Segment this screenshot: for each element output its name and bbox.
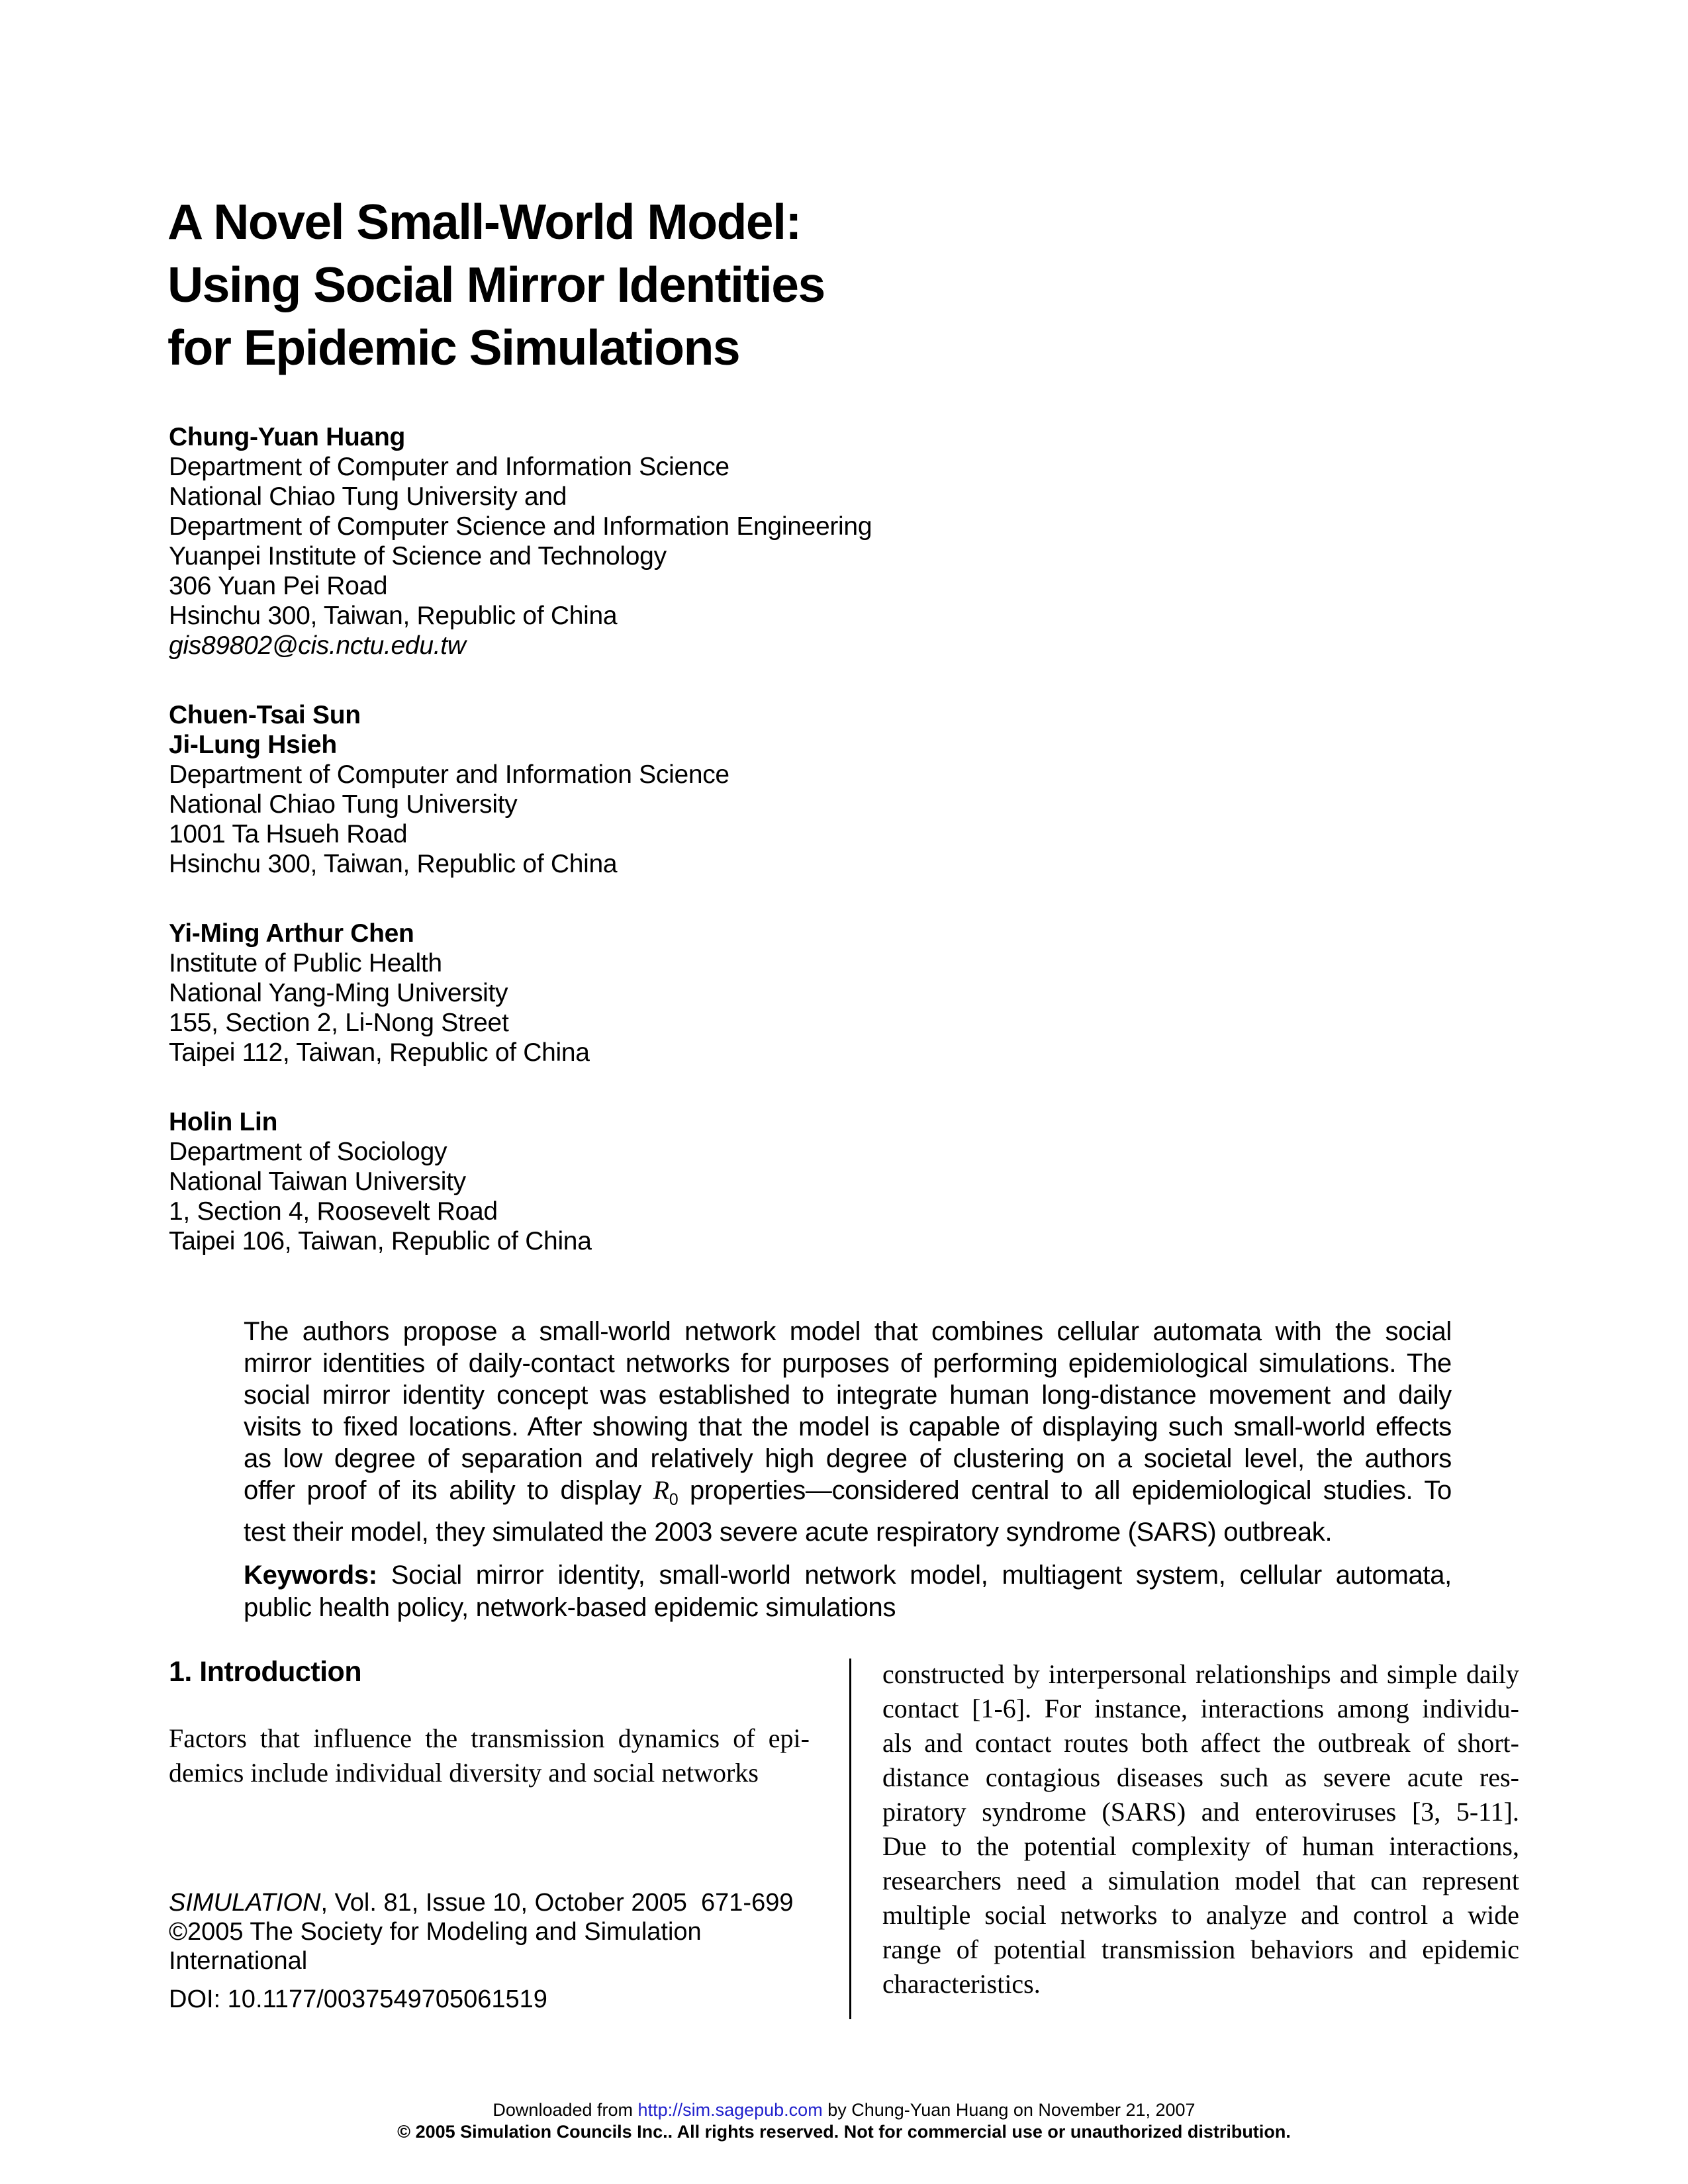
author-address-line: Hsinchu 300, Taiwan, Republic of China xyxy=(169,850,618,878)
author-address-line: Taipei 112, Taiwan, Republic of China xyxy=(169,1038,590,1067)
abstract-text: properties—considered central to all epidemiological studies. To xyxy=(678,1476,1452,1505)
body-text-line: constructed by interpersonal relationships and simple daily xyxy=(882,1659,1519,1689)
keywords-line: public health policy, network-based epidemic simulations xyxy=(244,1593,896,1622)
body-text-line: range of potential transmission behaviors and epidemic xyxy=(882,1934,1519,1964)
abstract-line: as low degree of separation and relatively high degree of clustering on a societal level, the authors xyxy=(244,1444,1452,1473)
body-text-line: contact [1-6]. For instance, interactions among individu- xyxy=(882,1694,1519,1723)
footer-copyright-line: © 2005 Simulation Councils Inc.. All rights reserved. Not for commercial use or unauthorized distribution. xyxy=(397,2122,1291,2142)
author-name: Yi-Ming Arthur Chen xyxy=(169,919,414,948)
keywords-line xyxy=(244,1559,1452,1592)
body-text-line: distance contagious diseases such as severe acute res- xyxy=(882,1762,1519,1792)
author-affiliation-line: Yuanpei Institute of Science and Technology xyxy=(169,542,667,570)
right-column xyxy=(882,1657,1519,2001)
author-address-line: Taipei 106, Taiwan, Republic of China xyxy=(169,1227,592,1255)
body-text-line: als and contact routes both affect the outbreak of short- xyxy=(882,1728,1519,1758)
sagepub-link[interactable]: http://sim.sagepub.com xyxy=(637,2100,823,2120)
title-line-2: Using Social Mirror Identities xyxy=(167,257,825,312)
author-name: Chuen-Tsai Sun xyxy=(169,701,361,729)
author-address-line: 306 Yuan Pei Road xyxy=(169,572,388,600)
body-text-line: Due to the potential complexity of human interactions, xyxy=(882,1831,1519,1861)
author-name: Ji-Lung Hsieh xyxy=(169,731,337,759)
author-affiliation-line: National Chiao Tung University and xyxy=(169,482,567,511)
author-block-chen xyxy=(169,919,872,1068)
author-affiliation-line: Department of Sociology xyxy=(169,1138,447,1166)
body-text-line: characteristics. xyxy=(882,1969,1041,1999)
body-text-line: demics include individual diversity and social networks xyxy=(169,1758,759,1788)
abstract-text: offer proof of its ability to display xyxy=(244,1476,653,1505)
r-naught-subscript: 0 xyxy=(669,1491,679,1509)
body-text-line: multiple social networks to analyze and control a wide xyxy=(882,1900,1519,1930)
title-line-1: A Novel Small-World Model: xyxy=(167,194,801,250)
author-address-line: Hsinchu 300, Taiwan, Republic of China xyxy=(169,602,618,630)
abstract-line: test their model, they simulated the 2003 severe acute respiratory syndrome (SARS) outbreak. xyxy=(244,1518,1333,1547)
author-affiliation-line: National Taiwan University xyxy=(169,1167,466,1196)
keywords-label: Keywords: xyxy=(244,1561,377,1590)
author-affiliation-line: Department of Computer and Information Science xyxy=(169,453,729,481)
author-address-line: 1, Section 4, Roosevelt Road xyxy=(169,1197,498,1226)
column-divider xyxy=(849,1659,851,2019)
author-email: gis89802@cis.nctu.edu.tw xyxy=(169,631,466,660)
body-text-line: researchers need a simulation model that can represent xyxy=(882,1866,1519,1895)
author-address-line: 1001 Ta Hsueh Road xyxy=(169,820,408,848)
footer-text: by Chung-Yuan Huang on November 21, 2007 xyxy=(822,2100,1196,2120)
author-name: Chung-Yuan Huang xyxy=(169,423,405,451)
author-affiliation-line: National Yang-Ming University xyxy=(169,979,508,1007)
section-heading-introduction: 1. Introduction xyxy=(169,1656,362,1688)
abstract-paragraph xyxy=(244,1316,1452,1548)
author-block-huang xyxy=(169,422,872,660)
two-column-body xyxy=(169,1656,1519,2026)
body-text-line: Factors that influence the transmission dynamics of epi- xyxy=(169,1723,810,1753)
journal-copyright-line: ©2005 The Society for Modeling and Simulation International xyxy=(169,1918,702,1975)
body-text-line: piratory syndrome (SARS) and enteroviruses [3, 5-11]. xyxy=(882,1797,1519,1827)
abstract-line: The authors propose a small-world network model that combines cellular automata with the social xyxy=(244,1317,1452,1346)
abstract-line: mirror identities of daily-contact networks for purposes of performing epidemiological simulations. The xyxy=(244,1349,1452,1378)
journal-name: SIMULATION xyxy=(169,1889,321,1917)
footer-text: Downloaded from xyxy=(492,2100,638,2120)
author-affiliation-line: Institute of Public Health xyxy=(169,949,442,978)
author-blocks xyxy=(169,422,872,1296)
title-line-3: for Epidemic Simulations xyxy=(167,320,740,375)
keywords-text: Social mirror identity, small-world network model, multiagent system, cellular automata, xyxy=(377,1561,1452,1590)
doi-line: DOI: 10.1177/0037549705061519 xyxy=(169,1985,547,2013)
author-block-lin xyxy=(169,1107,872,1256)
download-footer xyxy=(0,2099,1688,2143)
abstract-line: social mirror identity concept was established to integrate human long-distance movement and daily xyxy=(244,1381,1452,1410)
author-block-sun-hsieh xyxy=(169,700,872,879)
left-column xyxy=(169,1656,810,2014)
journal-citation-line xyxy=(169,1888,810,1917)
journal-citation-block xyxy=(169,1888,810,2014)
r-naught-symbol: R xyxy=(653,1475,669,1505)
keywords-block xyxy=(244,1559,1452,1624)
abstract-line-r0 xyxy=(244,1475,1452,1516)
author-name: Holin Lin xyxy=(169,1108,278,1136)
author-address-line: 155, Section 2, Li-Nong Street xyxy=(169,1009,509,1037)
journal-volume-info: , Vol. 81, Issue 10, October 2005 671-699 xyxy=(320,1889,794,1917)
author-affiliation-line: National Chiao Tung University xyxy=(169,790,518,819)
author-affiliation-line: Department of Computer Science and Information Engineering xyxy=(169,512,872,541)
abstract-line: visits to fixed locations. After showing that the model is capable of displaying such small-world effects xyxy=(244,1412,1452,1441)
paper-title xyxy=(167,191,825,379)
footer-download-line xyxy=(0,2099,1688,2121)
author-affiliation-line: Department of Computer and Information Science xyxy=(169,760,729,789)
